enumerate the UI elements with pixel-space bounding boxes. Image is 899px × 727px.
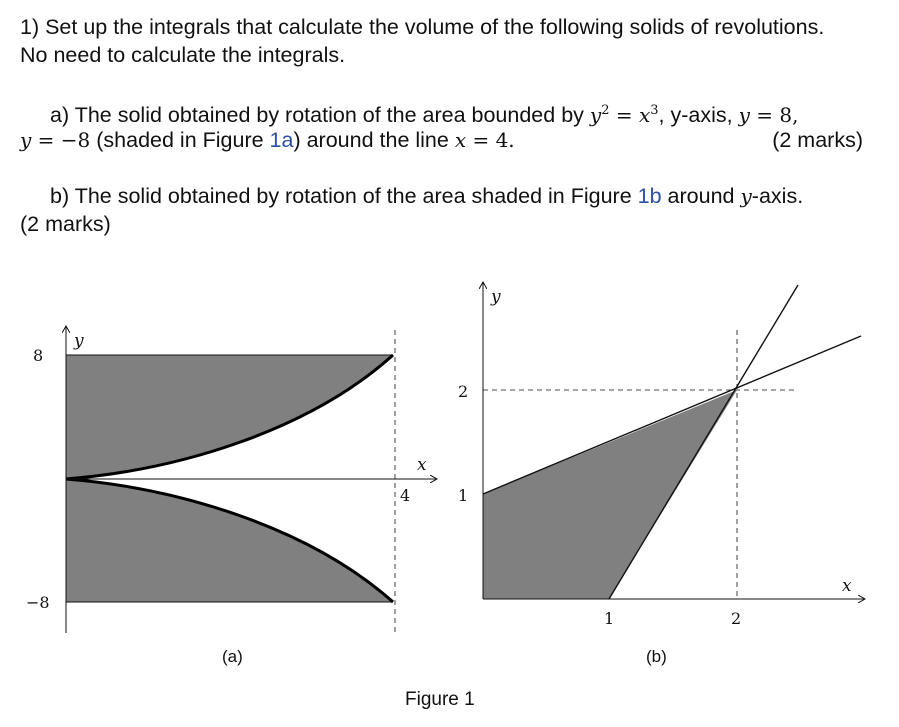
part-a-math-y: y bbox=[589, 103, 602, 128]
part-a-math-y3: y bbox=[20, 128, 32, 152]
part-a-text-3: (shaded in Figure bbox=[90, 128, 270, 152]
part-a-math-neg8: = −8 bbox=[31, 128, 91, 152]
part-a-text-4: ) around the line bbox=[293, 128, 455, 152]
fig-b-tick-x1: 1 bbox=[604, 609, 615, 628]
fig-b-x-label: x bbox=[842, 576, 852, 596]
fig-a-tick-x4: 4 bbox=[400, 486, 411, 505]
question-intro-line1: 1) Set up the integrals that calculate the volume of the following solids of revolutions. bbox=[20, 15, 825, 39]
part-a-math-y2: y bbox=[738, 103, 750, 128]
fig-a-tick-8: 8 bbox=[33, 346, 44, 365]
part-b-text-2: around bbox=[661, 184, 741, 208]
part-a-marks: (2 marks) bbox=[772, 128, 863, 152]
part-b-math-y: y bbox=[740, 184, 752, 208]
part-a-exp-3: 3 bbox=[650, 103, 659, 118]
fig-a-caption: (a) bbox=[222, 647, 243, 666]
figure-1b-link[interactable]: 1b bbox=[637, 184, 662, 208]
part-a-math-8: = 8, bbox=[749, 103, 799, 128]
part-a-text-2: , y-axis, bbox=[658, 103, 739, 128]
fig-b-caption: (b) bbox=[646, 647, 667, 666]
fig-b-tick-x2: 2 bbox=[731, 609, 742, 628]
part-a-math-x: = x bbox=[609, 103, 651, 128]
fig-a-x-label: x bbox=[417, 455, 427, 475]
part-a-exp-2: 2 bbox=[601, 103, 610, 118]
fig-b-tick-y2: 2 bbox=[458, 382, 469, 401]
fig-b-shaded-region bbox=[483, 390, 737, 599]
part-a-text-1: a) The solid obtained by rotation of the area bounded by bbox=[50, 103, 590, 128]
figure-a bbox=[26, 327, 436, 666]
figure-caption: Figure 1 bbox=[405, 689, 475, 710]
fig-b-y-label: y bbox=[491, 287, 501, 307]
fig-a-lower-region bbox=[66, 479, 393, 602]
part-b-text-3: -axis. bbox=[751, 184, 804, 208]
fig-a-upper-region bbox=[66, 355, 393, 479]
part-b-text-1: b) The solid obtained by rotation of the area shaded in Figure bbox=[50, 184, 638, 208]
fig-a-y-label: y bbox=[74, 331, 84, 351]
question-intro-line2: No need to calculate the integrals. bbox=[20, 43, 346, 67]
part-a-math-4: = 4. bbox=[466, 128, 515, 152]
fig-b-tick-y1: 1 bbox=[458, 486, 469, 505]
figure-1a-link[interactable]: 1a bbox=[269, 128, 294, 152]
part-b-marks: (2 marks) bbox=[20, 212, 111, 236]
fig-a-tick-neg8: −8 bbox=[26, 593, 50, 612]
part-a-math-x2: x bbox=[454, 128, 467, 152]
figure-b bbox=[458, 283, 864, 666]
